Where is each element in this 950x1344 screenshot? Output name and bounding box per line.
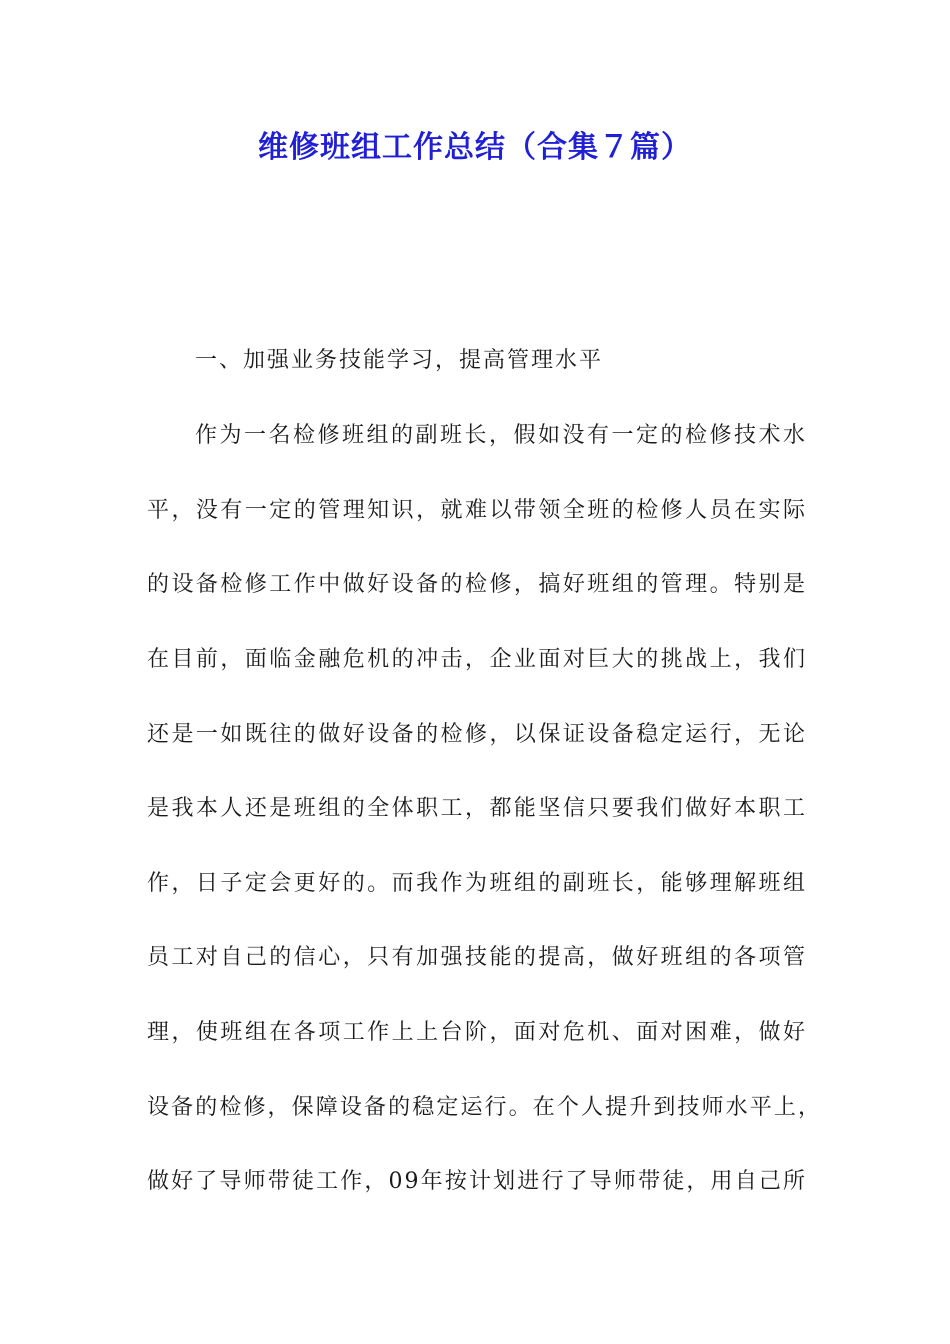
- section-heading: 一、加强业务技能学习，提高管理水平: [195, 348, 604, 373]
- paragraph-line: 是我本人还是班组的全体职工，都能坚信只要我们做好本职工: [147, 796, 807, 821]
- paragraph-line: 作为一名检修班组的副班长，假如没有一定的检修技术水: [195, 423, 807, 448]
- paragraph-line: 作，日子定会更好的。而我作为班组的副班长，能够理解班组: [147, 871, 807, 896]
- paragraph-line: 在目前，面临金融危机的冲击，企业面对巨大的挑战上，我们: [147, 647, 807, 672]
- paragraph-line: 做好了导师带徒工作，09年按计划进行了导师带徒，用自己所: [147, 1169, 807, 1194]
- paragraph-line: 理，使班组在各项工作上上台阶，面对危机、面对困难，做好: [147, 1020, 807, 1045]
- document-title: 维修班组工作总结（合集７篇）: [258, 130, 692, 165]
- paragraph-line: 平，没有一定的管理知识，就难以带领全班的检修人员在实际: [147, 498, 807, 523]
- paragraph-line: 还是一如既往的做好设备的检修，以保证设备稳定运行，无论: [147, 722, 807, 747]
- paragraph-line: 员工对自己的信心，只有加强技能的提高，做好班组的各项管: [147, 945, 807, 970]
- paragraph-line: 的设备检修工作中做好设备的检修，搞好班组的管理。特别是: [147, 572, 807, 597]
- paragraph-line: 设备的检修，保障设备的稳定运行。在个人提升到技师水平上，: [147, 1095, 822, 1120]
